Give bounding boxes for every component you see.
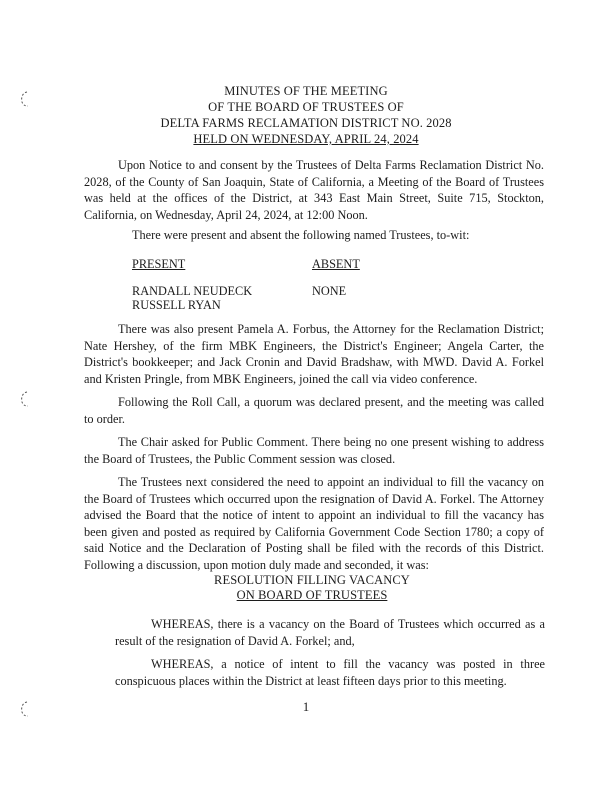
attendance-intro: There were present and absent the following named Trustees, to-wit: xyxy=(132,228,470,242)
present-trustee-1: RANDALL NEUDECK xyxy=(132,284,253,298)
also-present-paragraph: There was also present Pamela A. Forbus, the Attorney for the Reclamation District; Nate Hershey, of the firm MBK Engineers, the District's Engineer; Angela Carter, the District's bookkeeper; and Jack Cronin and David Bradshaw, with MWD. David A. Forkel and Kristen Pringle, from MBK Engineers, joined the call via video conference. xyxy=(84,322,544,386)
resolution-title-line-1: RESOLUTION FILLING VACANCY xyxy=(214,573,410,587)
resolution-title-line-2: ON BOARD OF TRUSTEES xyxy=(236,588,388,602)
page-number: 1 xyxy=(302,699,310,714)
title-line-1: MINUTES OF THE MEETING xyxy=(224,84,388,98)
whereas-clause-1: WHEREAS, there is a vacancy on the Board of Trustees which occurred as a result of the resignation of David A. Forkel; and, xyxy=(115,617,545,648)
whereas-clause-2: WHEREAS, a notice of intent to fill the vacancy was posted in three conspicuous places within the District at least fifteen days prior to this meeting. xyxy=(115,657,545,688)
title-line-4: HELD ON WEDNESDAY, APRIL 24, 2024 xyxy=(193,132,419,146)
vacancy-paragraph: The Trustees next considered the need to appoint an individual to fill the vacancy on the Board of Trustees which occurred upon the resignation of David A. Forkel. The Attorney advised the Board that the notice of intent to appoint an individual to fill the vacancy has been given and posted as required by California Government Code Section 1780; a copy of said Notice and the Declaration of Posting shall be filed with the records of this District. Following a discussion, upon motion duly made and seconded, it was: xyxy=(84,475,544,572)
notice-paragraph: Upon Notice to and consent by the Trustees of Delta Farms Reclamation District No. 2028, of the County of San Joaquin, State of California, a Meeting of the Board of Trustees was held at the offices of the District, at 343 East Main Street, Suite 715, Stockton, California, on Wednesday, April 24, 2024, at 12:00 Noon. xyxy=(84,158,544,222)
present-trustee-2: RUSSELL RYAN xyxy=(132,298,221,312)
punch-hole-mark-middle xyxy=(18,390,32,408)
absent-trustee-1: NONE xyxy=(312,284,347,298)
absent-heading: ABSENT xyxy=(312,257,360,271)
title-line-3: DELTA FARMS RECLAMATION DISTRICT NO. 2028 xyxy=(160,116,452,130)
roll-call-paragraph: Following the Roll Call, a quorum was declared present, and the meeting was called to order. xyxy=(84,395,544,426)
public-comment-paragraph: The Chair asked for Public Comment. There being no one present wishing to address the Board of Trustees, the Public Comment session was closed. xyxy=(84,435,544,466)
title-line-2: OF THE BOARD OF TRUSTEES OF xyxy=(208,100,404,114)
present-heading: PRESENT xyxy=(132,257,186,271)
